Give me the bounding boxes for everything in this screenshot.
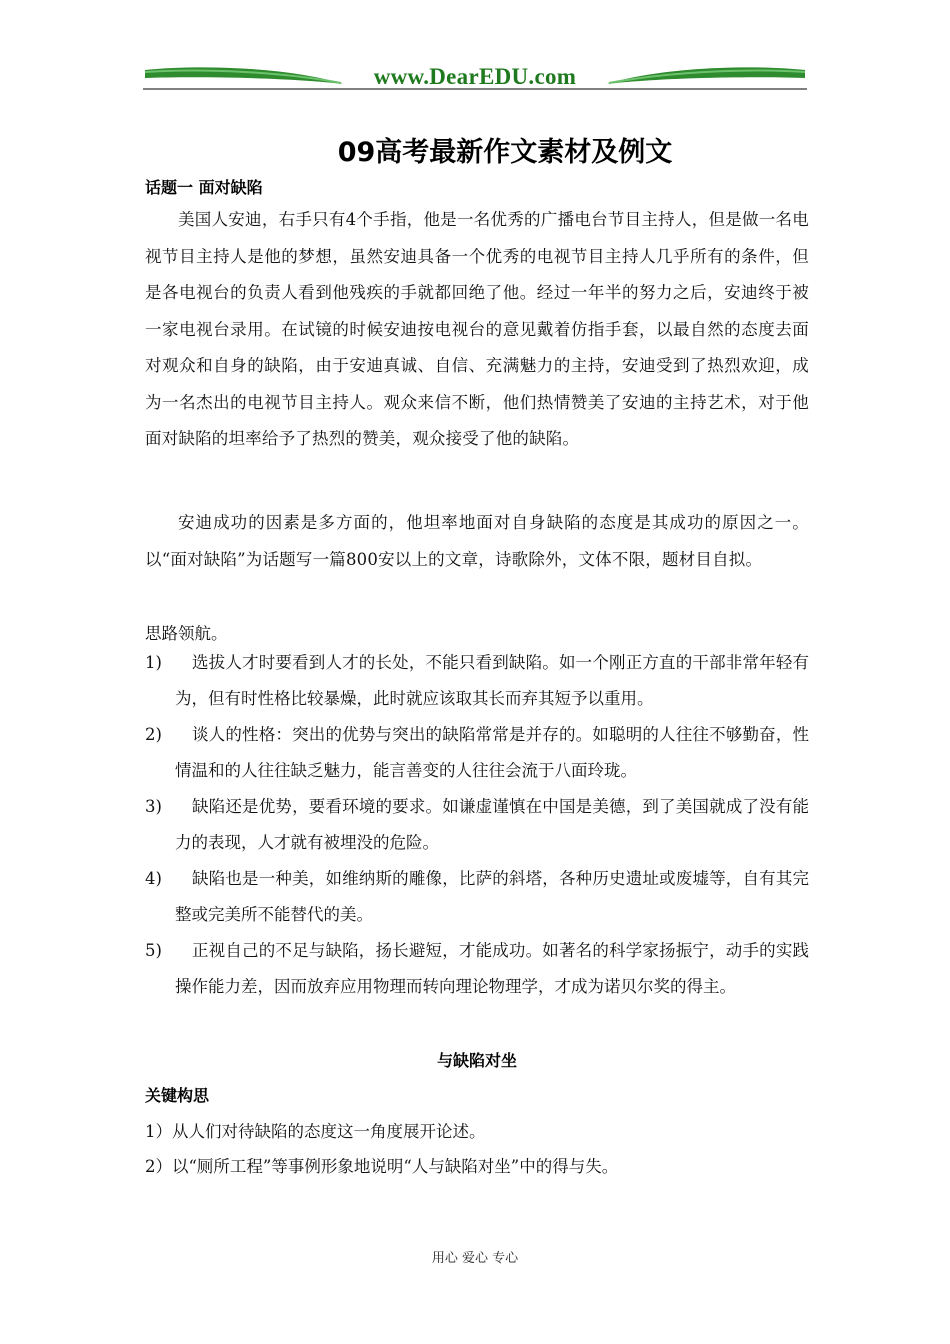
list-item-number: 4) bbox=[145, 869, 162, 888]
list-item-text: 缺陷还是优势，要看环境的要求。如谦虚谨慎在中国是美德，到了美国就成了没有能力的表现，人才就有被埋没的危险。 bbox=[175, 797, 809, 852]
list-item-text: 谈人的性格：突出的优势与突出的缺陷常常是并存的。如聪明的人往往不够勤奋，性情温和的人往往缺乏魅力，能言善变的人往往会流于八面玲珑。 bbox=[175, 725, 809, 780]
topic-heading: 话题一 面对缺陷 bbox=[145, 178, 263, 197]
key-heading: 关键构思 bbox=[145, 1086, 210, 1105]
prompt-paragraph: 安迪成功的因素是多方面的，他坦率地面对自身缺陷的态度是其成功的原因之一。以“面对缺陷”为话题写一篇800安以上的文章，诗歌除外，文体不限，题材目自拟。 bbox=[145, 513, 809, 569]
essay-title: 与缺陷对坐 bbox=[436, 1051, 517, 1070]
page-footer: 用心 爱心 专心 bbox=[431, 1251, 519, 1266]
guide-label: 思路领航。 bbox=[145, 624, 228, 643]
page-title: 09高考最新作文素材及例文 bbox=[337, 137, 673, 168]
header-logo bbox=[143, 58, 807, 94]
list-item-text: 正视自己的不足与缺陷，扬长避短，才能成功。如著名的科学家扬振宁，动手的实践操作能力差，因而放弃应用物理而转向理论物理学，才成为诺贝尔奖的得主。 bbox=[175, 941, 809, 996]
intro-paragraph: 美国人安迪，右手只有4个手指，他是一名优秀的广播电台节目主持人，但是做一名电视节目主持人是他的梦想，虽然安迪具备一个优秀的电视节目主持人几乎所有的条件，但是各电视台的负责人看到他残疾的手就都回绝了他。经过一年半的努力之后，安迪终于被一家电视台录用。在试镜的时候安迪按电视台的意见戴着仿指手套，以最自然的态度去面对观众和自身的缺陷，由于安迪真诚、自信、充满魅力的主持，安迪受到了热烈欢迎，成为一名杰出的电视节目主持人。观众来信不断，他们热情赞美了安迪的主持艺术，对于他面对缺陷的坦率给予了热烈的赞美，观众接受了他的缺陷。 bbox=[145, 210, 809, 448]
list-item-number: 3) bbox=[145, 797, 162, 816]
list-item-text: 选拔人才时要看到人才的长处，不能只看到缺陷。如一个刚正方直的干部非常年轻有为，但有时性格比较暴燥，此时就应该取其长而弃其短予以重用。 bbox=[175, 653, 809, 708]
key-item: 2）以“厕所工程”等事例形象地说明“人与缺陷对坐”中的得与失。 bbox=[145, 1157, 619, 1176]
logo-text: www.DearEDU.com bbox=[373, 64, 577, 89]
list-item-text: 缺陷也是一种美，如维纳斯的雕像，比萨的斜塔，各种历史遗址或废墟等，自有其完整或完美所不能替代的美。 bbox=[175, 869, 809, 924]
key-item: 1）从人们对待缺陷的态度这一角度展开论述。 bbox=[145, 1122, 486, 1141]
list-item-number: 2) bbox=[145, 725, 162, 744]
list-item-number: 5) bbox=[145, 941, 162, 960]
list-item-number: 1) bbox=[145, 653, 162, 672]
